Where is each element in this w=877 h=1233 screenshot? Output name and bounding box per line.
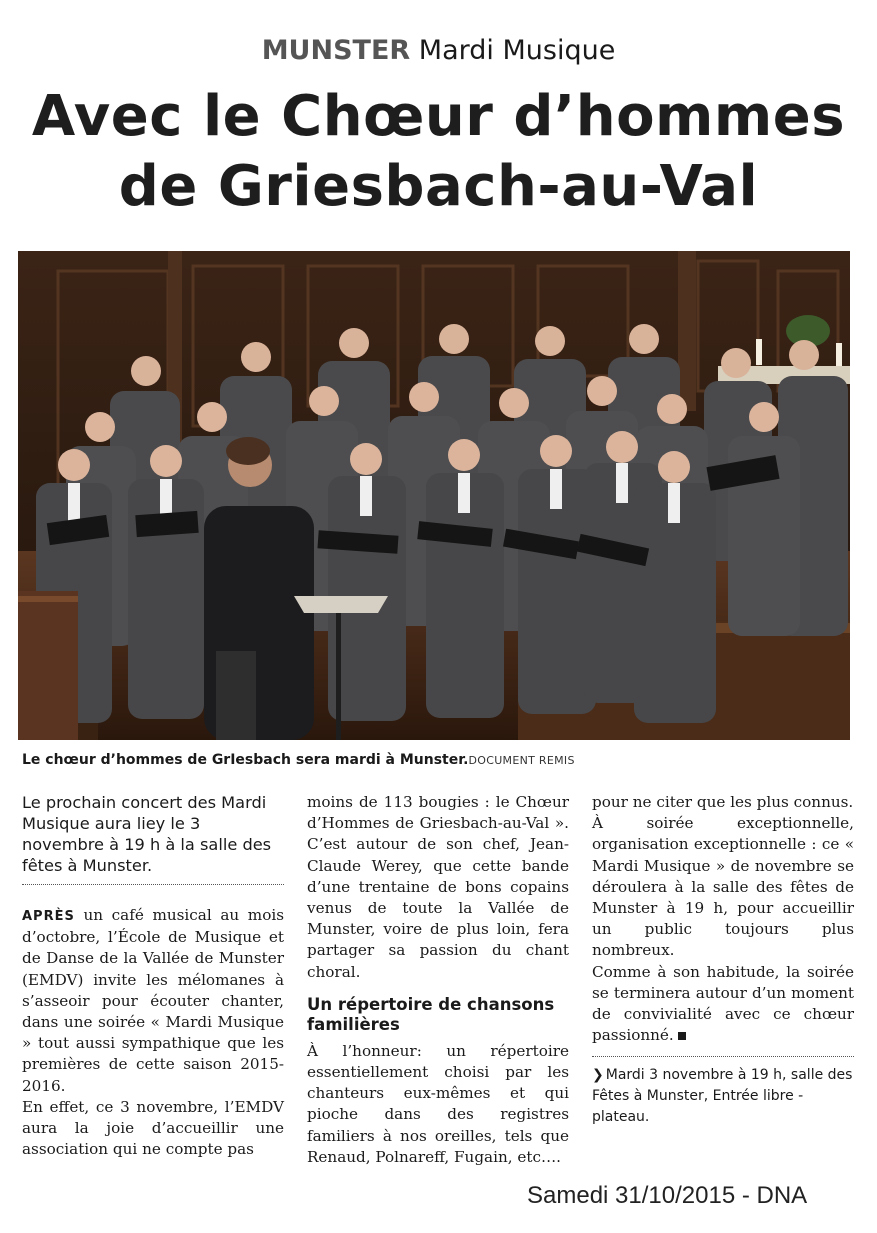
column-1	[22, 792, 284, 1160]
paragraph-1-text: un café musical au mois d’octobre, l’École de Musique et de Danse de la Vallée de Munster (EMDV) invite les mélomanes à s’asseoir pour écouter chanter, dans une soirée « Mardi Musique » tout aussi sympathique que les premières de cette saison 2015-2016.	[22, 906, 284, 1095]
kicker-town: MUNSTER	[261, 35, 411, 66]
end-square-icon	[678, 1032, 686, 1040]
paragraph-1	[22, 905, 284, 1097]
paragraph-3: À l’honneur: un répertoire essentiellement choisi par les chanteurs eux-mêmes et qui pioche dans des registres familiers à nos oreilles, tels que Renaud, Polnareff, Fugain, etc….	[307, 1041, 569, 1166]
subheading: Un répertoire de chansons familières	[307, 994, 555, 1034]
kicker-rubric: Mardi Musique	[418, 35, 616, 66]
caption-credit: DOCUMENT REMIS	[468, 754, 575, 767]
choir-photo-illustration	[18, 251, 850, 740]
headline	[10, 82, 867, 222]
photo-caption	[22, 751, 852, 770]
source-date: Samedi 31/10/2015 - DNA	[527, 1182, 808, 1209]
column-3	[592, 792, 854, 1128]
paragraph-2: En effet, ce 3 novembre, l’EMDV aura la joie d’accueillir une association qui ne compte pas	[22, 1097, 284, 1159]
article-chapo: Le prochain concert des Mardi Musique aura liey le 3 novembre à 19 h à la salle des fêtes à Munster.	[22, 792, 284, 885]
paragraph-2-continued: moins de 113 bougies : le Chœur d’Hommes de Griesbach-au-Val ». C’est autour de son chef, Jean-Claude Werey, que cette bande d’une trentaine de bons copains venus de toute la Vallée de Munster, voire de plus loin, fera partager sa passion du chant choral.	[307, 793, 569, 981]
event-info-text: Mardi 3 novembre à 19 h, salle des Fêtes à Munster, Entrée libre - plateau.	[592, 1067, 853, 1126]
lead-word: APRÈS	[22, 909, 75, 924]
caption-text: Le chœur d’hommes de GrIesbach sera mardi à Munster.	[22, 752, 469, 768]
kicker	[0, 34, 877, 68]
paragraph-5: Comme à son habitude, la soirée se terminera autour d’un moment de convivialité avec ce chœur passionné.	[592, 962, 854, 1045]
arrow-bullet-icon: ❯	[592, 1067, 604, 1084]
headline-line-1: Avec le Chœur d’hommes	[31, 84, 846, 149]
headline-line-2: de Griesbach-au-Val	[118, 154, 759, 219]
event-info	[592, 1056, 854, 1128]
column-2	[307, 792, 569, 1168]
paragraph-4: À soirée exceptionnelle, organisation exceptionnelle : ce « Mardi Musique » de novembre se déroulera à la salle des fêtes de Munster à 19 h, pour accueillir un public toujours plus nombreux.	[592, 814, 854, 960]
choir-photo	[18, 251, 850, 740]
paragraph-3-continued: pour ne citer que les plus connus.	[592, 793, 854, 811]
